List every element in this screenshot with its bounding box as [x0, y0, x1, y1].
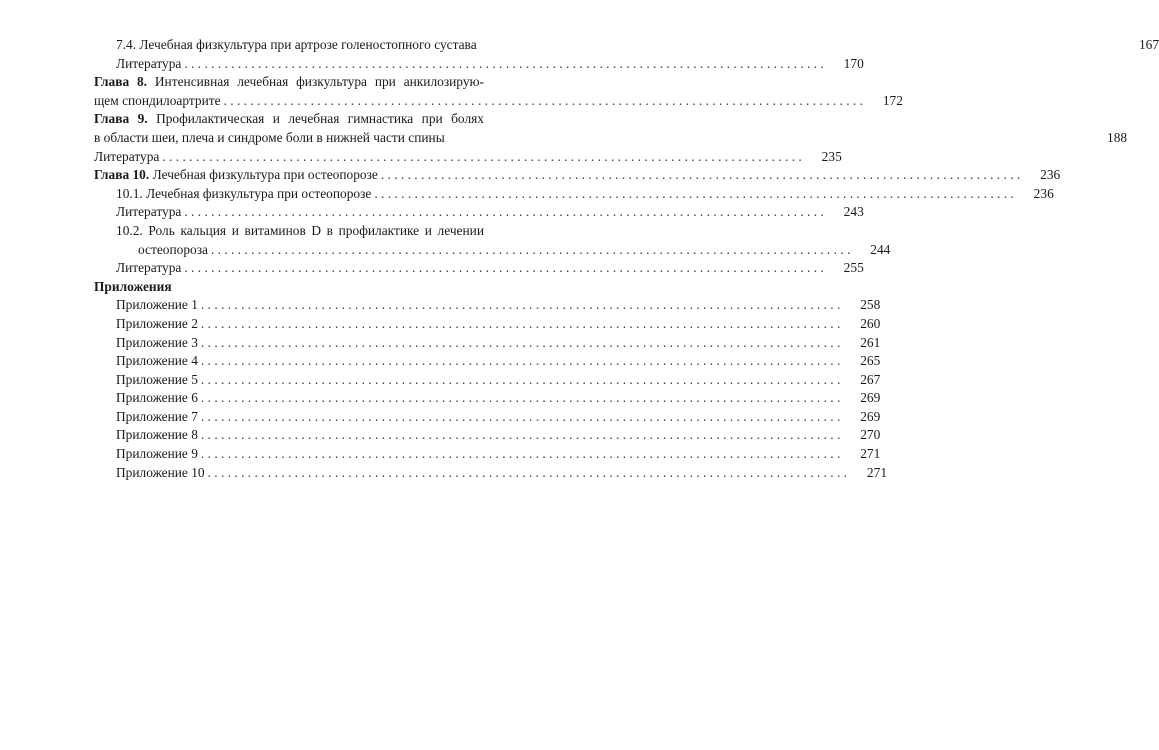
toc-page-number: 261: [860, 334, 881, 350]
toc-entry-appendix-2[interactable]: [94, 315, 881, 334]
toc-leader-dots: [162, 148, 801, 167]
toc-page-number: 258: [860, 297, 881, 313]
toc-page-number: 170: [843, 55, 864, 71]
toc-leader-dots: [201, 334, 840, 353]
toc-entry-appendix-5[interactable]: [94, 371, 881, 390]
toc-leader-dots: [184, 55, 823, 74]
toc-page-number: 269: [860, 390, 881, 406]
toc-entry-appendix-6[interactable]: [94, 389, 881, 408]
toc-entry-title: Приложение 7: [116, 408, 198, 424]
toc-leader-dots: [224, 92, 863, 111]
toc-entry-line: [94, 92, 903, 111]
toc-entry-chapter-10[interactable]: [94, 166, 1061, 185]
toc-entry-line: [94, 222, 520, 241]
toc-page-number: 236: [1040, 167, 1061, 183]
toc-entry-appendix-8[interactable]: [94, 426, 881, 445]
toc-entry-appendix-7[interactable]: [94, 408, 881, 427]
toc-leader-dots: [201, 352, 840, 371]
toc-entry-literature-ch9[interactable]: [94, 148, 842, 167]
toc-page-number: 265: [860, 353, 881, 369]
toc-entry-title: Приложение 5: [116, 371, 198, 387]
toc-entry-line: [94, 73, 520, 92]
toc-entry-title: Литература: [94, 148, 160, 164]
table-of-contents: [94, 36, 1159, 482]
toc-leader-dots: [374, 185, 1013, 204]
toc-entry-title: Литература: [116, 204, 182, 220]
toc-page-number: 235: [821, 148, 842, 164]
toc-entry-title: Приложение 2: [116, 315, 198, 331]
toc-page-number: 167: [1138, 37, 1159, 52]
toc-leader-dots: [201, 445, 840, 464]
chapter-prefix: Глава 8.: [94, 74, 148, 90]
toc-entry-appendix-9[interactable]: [94, 445, 881, 464]
toc-page-number: 244: [870, 241, 891, 257]
toc-entry-title: Приложение 9: [116, 446, 198, 462]
toc-entry-title: 10.2. Роль кальция и витаминов D в профилактике и лечении: [116, 222, 484, 238]
toc-entry-line: [94, 110, 520, 129]
toc-page-number: 271: [860, 446, 881, 462]
toc-page-number: 267: [860, 371, 881, 387]
toc-page-number: 260: [860, 315, 881, 331]
toc-entry-title: Лечебная физкультура при остеопорозе: [152, 167, 378, 183]
toc-page-number: 188: [1107, 129, 1128, 145]
chapter-prefix: Глава 9.: [94, 111, 148, 127]
toc-leader-dots: [201, 389, 840, 408]
toc-leader-dots: [201, 315, 840, 334]
toc-entry-title: Приложение 10: [116, 464, 205, 480]
toc-entry-title-cont: щем спондилоартрите: [94, 92, 221, 108]
toc-entry-title: Приложение 4: [116, 353, 198, 369]
toc-page-number: 236: [1033, 185, 1054, 201]
toc-page-number: 270: [860, 427, 881, 443]
toc-page-number: 255: [843, 260, 864, 276]
toc-leader-dots: [208, 464, 847, 483]
toc-entry-title: Приложение 1: [116, 297, 198, 313]
toc-entry-literature-ch7[interactable]: [94, 55, 864, 74]
toc-entry-title: Приложение 6: [116, 390, 198, 406]
toc-leader-dots: [184, 259, 823, 278]
toc-entry-title: Приложение 8: [116, 427, 198, 443]
toc-entry-title-cont: в области шеи, плеча и синдроме боли в нижней части спины: [94, 129, 445, 145]
toc-page-number: 172: [882, 92, 903, 108]
toc-entry-appendix-10[interactable]: [94, 464, 888, 483]
toc-entry-chapter-8[interactable]: [94, 73, 903, 110]
toc-entry-title: 10.1. Лечебная физкультура при остеопорозе: [116, 185, 372, 201]
toc-page-number: 271: [866, 464, 888, 480]
toc-entry-title: Профилактическая и лечебная гимнастика при болях: [156, 111, 484, 127]
toc-entry-literature-10-1[interactable]: [94, 203, 864, 222]
toc-entry-chapter-9[interactable]: [94, 110, 1128, 147]
toc-entry-title: Литература: [116, 55, 182, 71]
toc-entry-title-cont: остеопороза: [138, 241, 208, 257]
appendices-heading[interactable]: Приложения: [94, 278, 172, 294]
toc-entry-title: 7.4. Лечебная физкультура при артрозе голеностопного сустава: [116, 37, 477, 52]
toc-entry-title: Приложение 3: [116, 334, 198, 350]
toc-entry-title: Интенсивная лечебная физкультура при анкилозирую-: [154, 74, 484, 90]
toc-leader-dots: [201, 408, 840, 427]
toc-leader-dots: [201, 371, 840, 390]
toc-leader-dots: [201, 426, 840, 445]
toc-leader-dots: [381, 166, 1020, 185]
toc-leader-dots: [211, 241, 850, 260]
chapter-prefix: Глава 10.: [94, 167, 150, 183]
toc-entry-line: [94, 241, 891, 260]
toc-page-number: 269: [860, 408, 881, 424]
toc-entry-7-4[interactable]: [94, 36, 1159, 55]
toc-entry-literature-10-2[interactable]: [94, 259, 864, 278]
toc-entry-title: Литература: [116, 260, 182, 276]
toc-entry-line: [94, 129, 1128, 148]
toc-leader-dots: [201, 296, 840, 315]
toc-entry-appendix-4[interactable]: [94, 352, 881, 371]
toc-entry-10-2[interactable]: [94, 222, 891, 259]
toc-page-number: 243: [843, 204, 864, 220]
toc-leader-dots: [184, 203, 823, 222]
toc-entry-appendix-1[interactable]: [94, 296, 881, 315]
toc-entry-appendix-3[interactable]: [94, 334, 881, 353]
toc-entry-10-1[interactable]: [94, 185, 1054, 204]
